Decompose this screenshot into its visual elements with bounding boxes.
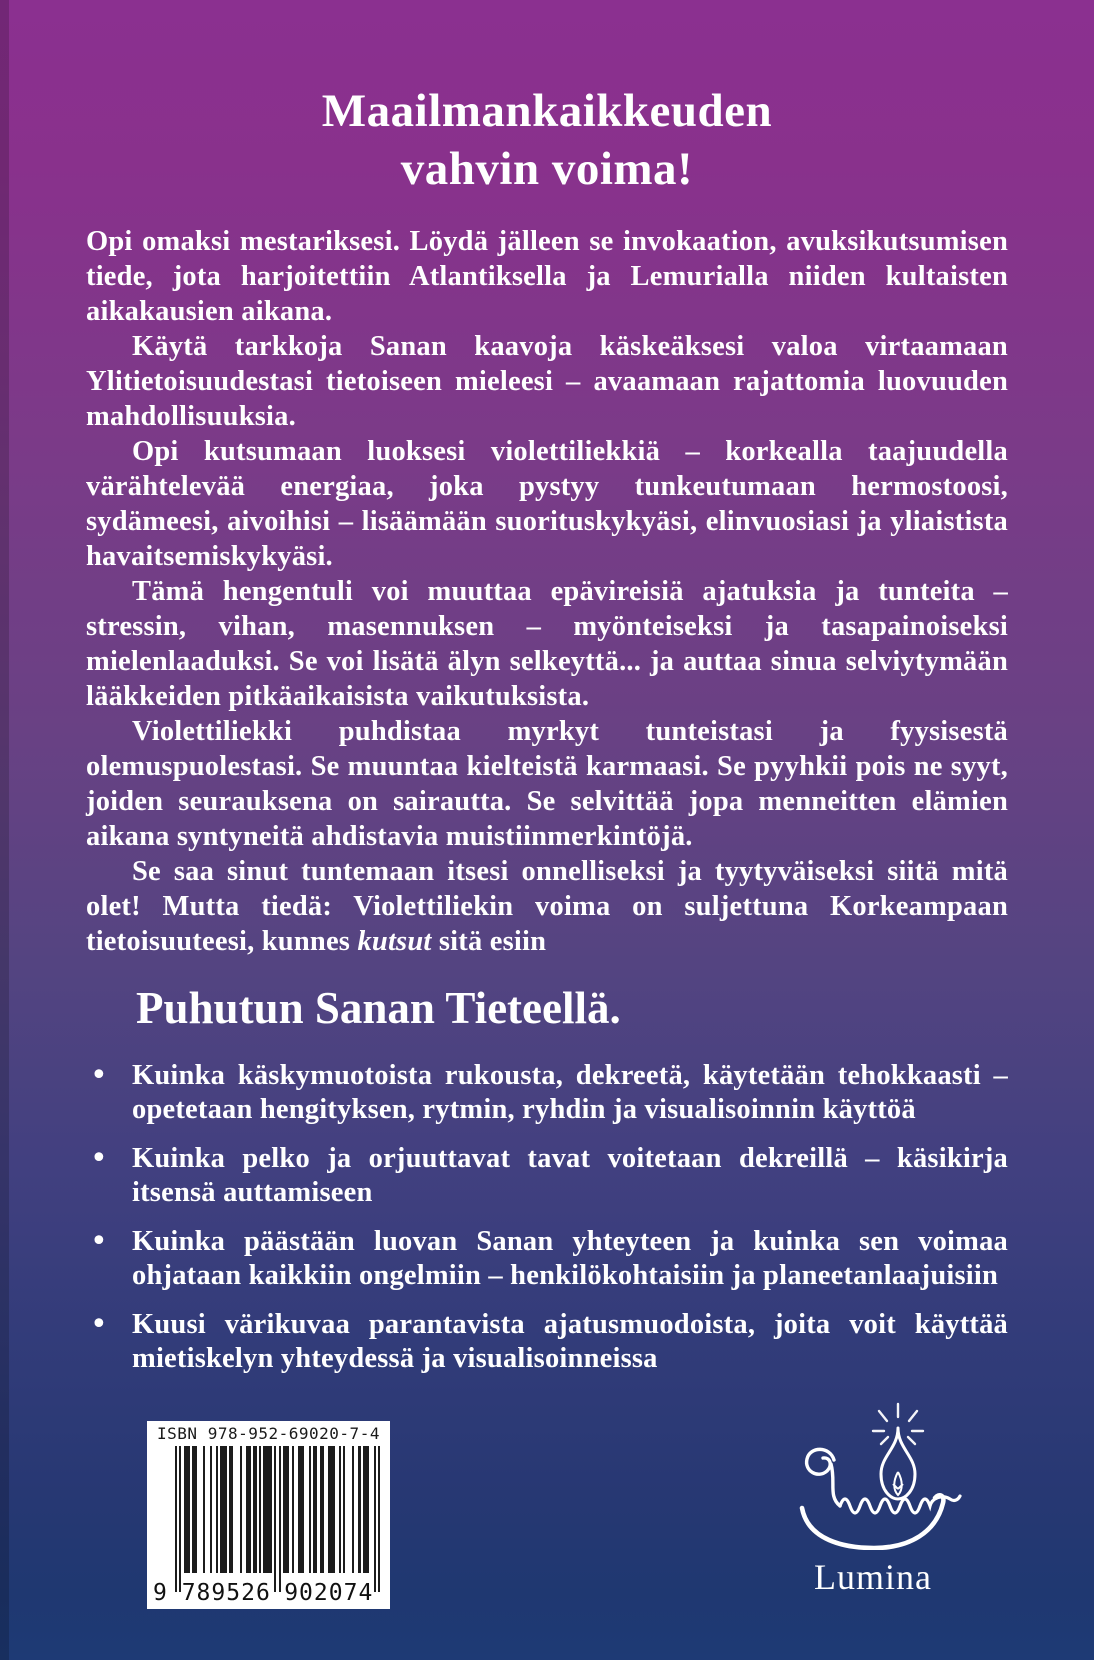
barcode-bar xyxy=(184,1446,190,1573)
cover-title-line2: vahvin voima! xyxy=(400,143,694,195)
body-paragraph: Käytä tarkkoja Sanan kaavoja käskeäksesi valoa virtaamaan Ylitietoisuudestasi tietoiseen mieleesi – avaamaan rajattomia luovuuden mahdollisuuksia. xyxy=(86,331,1008,432)
bullet-list xyxy=(86,1059,1008,1376)
barcode-bars xyxy=(175,1446,380,1592)
body-paragraph-final xyxy=(86,854,1008,959)
barcode-bar xyxy=(216,1446,218,1573)
barcode-bar xyxy=(309,1446,311,1573)
barcode-digits-left: 789526 xyxy=(181,1580,271,1606)
barcode-bar xyxy=(352,1446,354,1573)
bullet-dot-icon: • xyxy=(90,1307,108,1342)
barcode-bar xyxy=(339,1446,341,1573)
bullet-item xyxy=(86,1308,1008,1376)
barcode-bar xyxy=(279,1446,281,1592)
bullet-text: Kuinka päästään luovan Sanan yhteyteen ja kuinka sen voimaa ohjataan kaikkiin ongelmiin – henkilökohtaisiin ja planeetanlaajuisiin xyxy=(132,1226,1008,1291)
barcode-bar xyxy=(253,1446,257,1573)
barcode-bar xyxy=(363,1446,369,1573)
barcode-bar xyxy=(240,1446,242,1573)
body-paragraph: Opi kutsumaan luoksesi violettiliekkiä – korkealla taajuudella värähtelevää energiaa, joka pystyy tunkeutumaan hermostoosi, sydämeesi, aivoihisi – lisäämään suorituskykyäsi, elinvuosiasi ja yliaistista havaitsemiskykyäsi. xyxy=(86,436,1008,572)
barcode-bar xyxy=(313,1446,317,1573)
bullet-text: Kuinka käskymuotoista rukousta, dekreetä, käytetään tehokkaasti – opetetaan hengityksen, rytmin, ryhdin ja visualisoinnin käyttöä xyxy=(132,1060,1008,1125)
barcode-bar xyxy=(374,1446,376,1592)
cover-title-line1: Maailmankaikkeuden xyxy=(321,85,773,137)
barcode-bar xyxy=(246,1446,250,1573)
bullet-dot-icon: • xyxy=(90,1141,108,1176)
barcode-bar xyxy=(192,1446,196,1573)
publisher-logo xyxy=(778,1400,968,1550)
bullet-item xyxy=(86,1225,1008,1293)
barcode-bar xyxy=(328,1446,334,1573)
barcode-bar xyxy=(220,1446,226,1573)
barcode-bar xyxy=(179,1446,181,1592)
bullet-item xyxy=(86,1059,1008,1127)
barcode-bar xyxy=(298,1446,304,1573)
bullet-item xyxy=(86,1142,1008,1210)
final-paragraph-text-end: sitä esiin xyxy=(431,926,547,957)
bullet-dot-icon: • xyxy=(90,1224,108,1259)
barcode-bar xyxy=(274,1446,276,1592)
barcode-bar xyxy=(210,1446,212,1573)
barcode-bar xyxy=(320,1446,324,1573)
isbn-barcode xyxy=(147,1421,390,1609)
barcode-bar xyxy=(292,1446,294,1573)
body-paragraph: Opi omaksi mestariksesi. Löydä jälleen se invokaation, avuksikutsumisen tiede, jota harjoitettiin Atlantiksella ja Lemurialla niiden kultaisten aikakausien aikana. xyxy=(86,226,1008,327)
barcode-bar xyxy=(203,1446,205,1573)
barcode-digit-first: 9 xyxy=(153,1580,167,1606)
barcode-bar xyxy=(343,1446,345,1573)
lumina-lamp-flame-icon xyxy=(778,1400,968,1550)
bullet-text: Kuinka pelko ja orjuuttavat tavat voitetaan dekreillä – käsikirja itsensä auttamiseen xyxy=(132,1143,1008,1208)
cover-body xyxy=(86,224,1008,1391)
body-paragraph: Tämä hengentuli voi muuttaa epävireisiä ajatuksia ja tunteita – stressin, vihan, masennuksen – myönteiseksi ja tasapainoiseksi mielenlaaduksi. Se voi lisätä älyn selkeyttä... ja auttaa sinua selviytymään lääkkeiden pitkäaikaisista vaikutuksista. xyxy=(86,576,1008,712)
barcode-digits-right: 902074 xyxy=(284,1580,374,1606)
barcode-bar xyxy=(229,1446,233,1573)
barcode-bar xyxy=(263,1446,272,1573)
bullet-dot-icon: • xyxy=(90,1058,108,1093)
subheading: Puhutun Sanan Tieteellä. xyxy=(136,983,621,1033)
cover-title xyxy=(0,82,1094,198)
bullet-text: Kuusi värikuvaa parantavista ajatusmuodoista, joita voit käyttää mietiskelyn yhteydessä ja visualisoinneissa xyxy=(132,1309,1008,1374)
barcode-bar xyxy=(378,1446,380,1592)
body-paragraph: Violettiliekki puhdistaa myrkyt tunteistasi ja fyysisestä olemuspuolestasi. Se muuntaa kielteistä karmaasi. Se pyyhkii pois ne syyt, joiden seurauksena on sairautta. Se selvittää jopa menneitten elämien aikana syntyneitä ahdistavia muistiinmerkintöjä. xyxy=(86,716,1008,852)
isbn-label: ISBN 978-952-69020-7-4 xyxy=(157,1424,380,1443)
final-paragraph-text: Se saa sinut tuntemaan itsesi onnelliseksi ja tyytyväiseksi siitä mitä olet! Mutta tiedä: Violettiliekin voima on suljettuna Korkeampaan tietoisuuteesi, kunnes xyxy=(86,856,1008,957)
final-paragraph-italic-word: kutsut xyxy=(357,926,432,957)
spine-shadow xyxy=(0,0,9,1660)
barcode-bar xyxy=(283,1446,289,1573)
barcode-bar xyxy=(358,1446,360,1573)
barcode-bar xyxy=(175,1446,177,1592)
barcode-digits xyxy=(153,1581,380,1605)
barcode-bar xyxy=(259,1446,261,1573)
publisher-name: Lumina xyxy=(814,1557,932,1597)
